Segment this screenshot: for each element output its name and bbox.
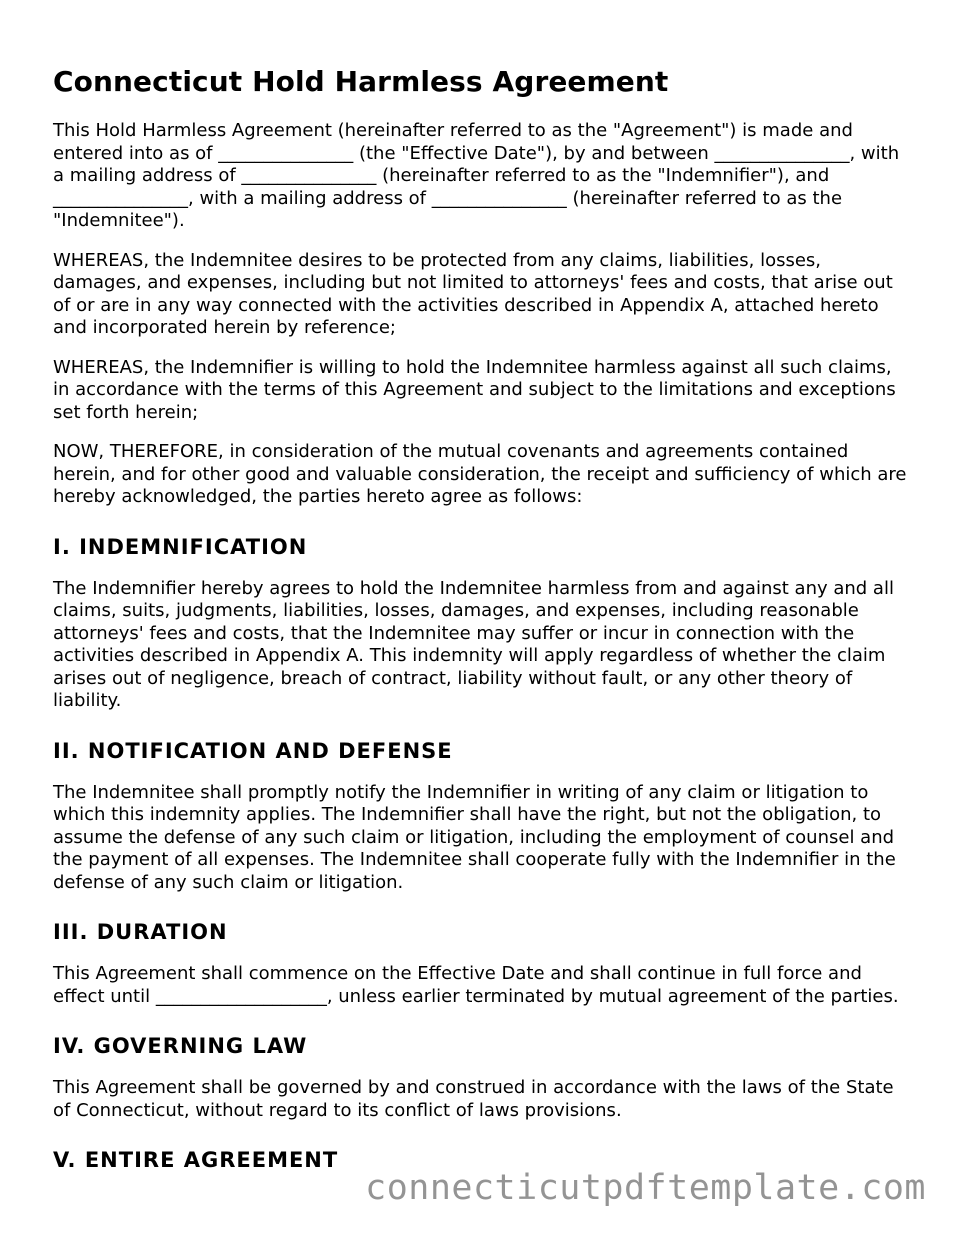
section-body-governing-law: This Agreement shall be governed by and construed in accordance with the laws of the State of Connecticut, without regard to its conflict of laws provisions. bbox=[53, 1077, 894, 1121]
intro-paragraph: This Hold Harmless Agreement (hereinafter referred to as the "Agreement") is made and entered into as of _______________ (the "Effective Date"), by and between _______________, with a mailing address of _______________ (hereinafter referred to as the "Indemnifier"), and _______________, with a mailing address of _______________ (hereinafter referred to as the "Indemnitee"). bbox=[53, 120, 900, 231]
now-therefore-paragraph: NOW, THEREFORE, in consideration of the mutual covenants and agreements contained herein, and for other good and valuable consideration, the receipt and sufficiency of which are hereby acknowledged, the parties hereto agree as follows: bbox=[53, 441, 907, 507]
site-watermark: connecticutpdftemplate.com bbox=[365, 1168, 926, 1208]
whereas-paragraph-2: WHEREAS, the Indemnifier is willing to hold the Indemnitee harmless against all such claims, in accordance with the terms of this Agreement and subject to the limitations and exceptions set forth herein; bbox=[53, 356, 896, 423]
section-heading-governing-law: IV. GOVERNING LAW bbox=[53, 1034, 308, 1058]
section-heading-duration: III. DURATION bbox=[53, 920, 228, 944]
document-page bbox=[53, 62, 913, 1191]
whereas-paragraph-1: WHEREAS, the Indemnitee desires to be protected from any claims, liabilities, losses, damages, and expenses, including but not limited to attorneys' fees and costs, that arise out of or are in any way connected with the activities described in Appendix A, attached hereto and incorporated herein by reference; bbox=[53, 249, 893, 338]
section-body-indemnification: The Indemnifier hereby agrees to hold the Indemnitee harmless from and against any and all claims, suits, judgments, liabilities, losses, damages, and expenses, including reasonable attorneys' fees and costs, that the Indemnitee may suffer or incur in connection with the activities described in Appendix A. This indemnity will apply regardless of whether the claim arises out of negligence, breach of contract, liability without fault, or any other theory of liability. bbox=[53, 577, 894, 711]
section-body-duration: This Agreement shall commence on the Effective Date and shall continue in full force and effect until ___________________, unless earlier terminated by mutual agreement of the parties. bbox=[53, 963, 899, 1007]
section-heading-notification-defense: II. NOTIFICATION AND DEFENSE bbox=[53, 738, 453, 763]
section-heading-indemnification: I. INDEMNIFICATION bbox=[53, 534, 308, 559]
document-title: Connecticut Hold Harmless Agreement bbox=[53, 65, 669, 98]
section-body-notification-defense: The Indemnitee shall promptly notify the Indemnifier in writing of any claim or litigation to which this indemnity applies. The Indemnifier shall have the right, but not the obligation, to assume the defense of any such claim or litigation, including the employment of counsel and the payment of all expenses. The Indemnitee shall cooperate fully with the Indemnifier in the defense of any such claim or litigation. bbox=[53, 781, 896, 893]
section-heading-entire-agreement: V. ENTIRE AGREEMENT bbox=[53, 1148, 339, 1172]
